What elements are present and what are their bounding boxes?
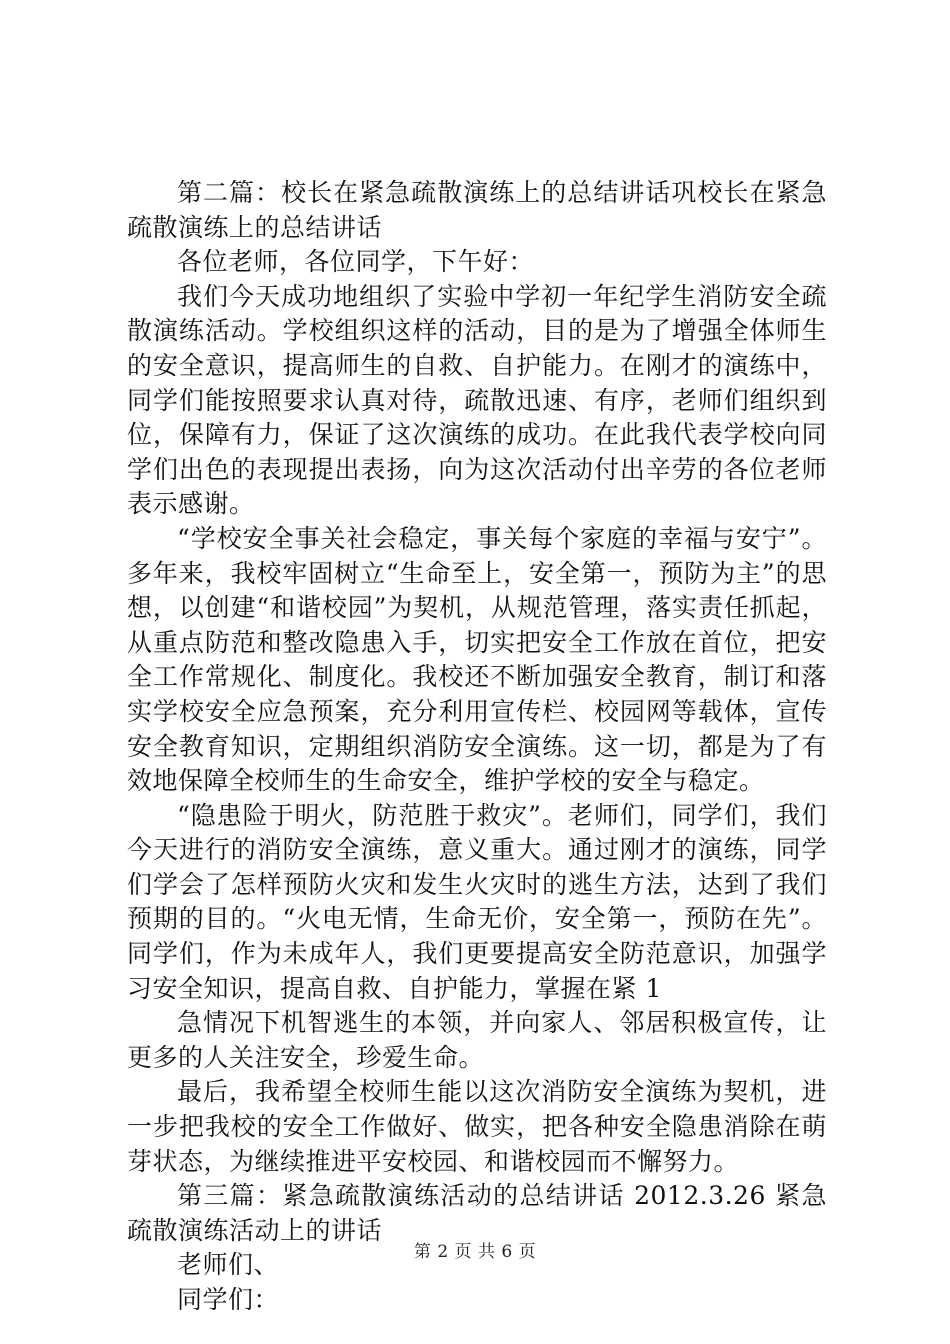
- salutation-line: 同学们：: [177, 1285, 280, 1314]
- body-paragraph: 我们今天成功地组织了实验中学初一年纪学生消防安全疏散演练活动。学校组织这样的活动，目的是为了增强全体师生的安全意识，提高师生的自救、自护能力。在刚才的演练中，同学们能按照要求认真对待，疏散迅速、有序，老师们组织到位，保障有力，保证了这次演练的成功。在此我代表学校向同学们出色的表现提出表扬，向为这次活动付出辛劳的各位老师表示感谢。: [127, 281, 827, 519]
- body-paragraph: 急情况下机智逃生的本领，并向家人、邻居积极宣传，让更多的人关注安全，珍爱生命。: [127, 1008, 827, 1072]
- body-paragraph: “隐患险于明火，防范胜于救灾”。老师们，同学们，我们今天进行的消防安全演练，意义重大。通过刚才的演练，同学们学会了怎样预防火灾和发生火灾时的逃生方法，达到了我们预期的目的。“火电无情，生命无价，安全第一，预防在先”。同学们，作为未成年人，我们更要提高安全防范意识，加强学习安全知识，提高自救、自护能力，掌握在紧 1: [127, 800, 827, 1003]
- page-number-footer: 第 2 页 共 6 页: [413, 1242, 537, 1262]
- body-paragraph: 最后，我希望全校师生能以这次消防安全演练为契机，进一步把我校的安全工作做好、做实，把各种安全隐患消除在萌芽状态，为继续推进平安校园、和谐校园而不懈努力。: [127, 1077, 827, 1176]
- section-heading-2: 第二篇：校长在紧急疏散演练上的总结讲话巩校长在紧急疏散演练上的总结讲话: [127, 178, 827, 242]
- document-body: [127, 176, 827, 1318]
- salutation-line: 老师们、: [177, 1250, 280, 1280]
- section-heading-3: 第三篇：紧急疏散演练活动的总结讲话 2012.3.26 紧急疏散演练活动上的讲话: [127, 1181, 827, 1245]
- body-paragraph: “学校安全事关社会稳定，事关每个家庭的幸福与安宁”。多年来，我校牢固树立“生命至上，安全第一，预防为主”的思想，以创建“和谐校园”为契机，从规范管理，落实责任抓起，从重点防范和整改隐患入手，切实把安全工作放在首位，把安全工作常规化、制度化。我校还不断加强安全教育，制订和落实学校安全应急预案，充分利用宣传栏、校园网等载体，宣传安全教育知识，定期组织消防安全演练。这一切，都是为了有效地保障全校师生的生命安全，维护学校的安全与稳定。: [127, 523, 827, 796]
- greeting: 各位老师，各位同学，下午好：: [177, 247, 535, 277]
